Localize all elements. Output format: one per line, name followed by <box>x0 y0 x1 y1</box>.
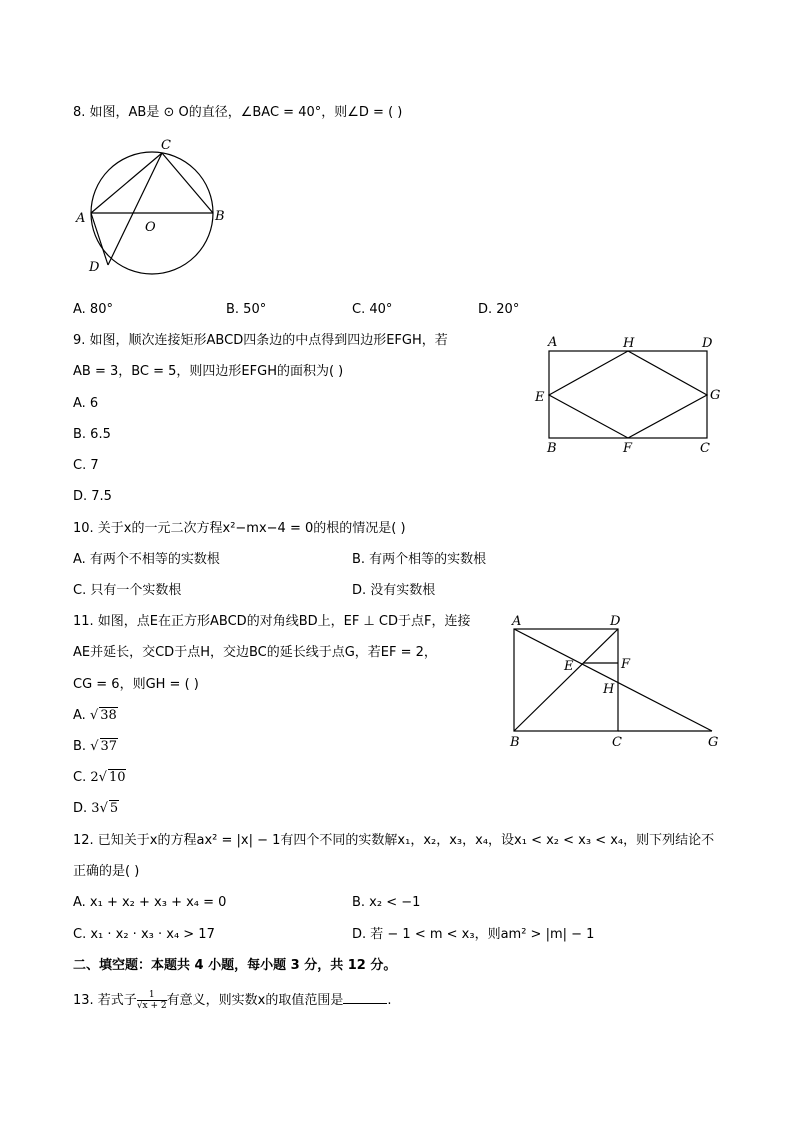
q12-option-d: D. 若 − 1 < m < x₃，则am² > |m| − 1 <box>352 927 595 942</box>
label-d: D <box>702 336 713 351</box>
q8-option-a: A. 80° <box>73 302 113 317</box>
q9-option-c: C. 7 <box>73 458 99 473</box>
label-a: A <box>76 211 86 226</box>
label-g: G <box>710 388 721 403</box>
label-o: O <box>145 220 156 235</box>
q11-stem-line2: AE并延长，交CD于点H，交边BC的延长线于点G，若EF = 2， <box>73 645 437 660</box>
q9-stem-line1: 9. 如图，顺次连接矩形ABCD四条边的中点得到四边形EFGH，若 <box>73 333 448 348</box>
section-heading: 二、填空题：本题共 4 小题，每小题 3 分，共 12 分。 <box>73 958 397 973</box>
label-d: D <box>610 614 621 629</box>
label-a: A <box>548 335 558 350</box>
q12-option-a: A. x₁ + x₂ + x₃ + x₄ = 0 <box>73 895 227 910</box>
q10-option-d: D. 没有实数根 <box>352 583 436 598</box>
q9-option-b: B. 6.5 <box>73 427 111 442</box>
q8-option-d: D. 20° <box>478 302 520 317</box>
label-b: B <box>547 441 557 456</box>
q13-suffix: 有意义，则实数x的取值范围是 <box>166 993 344 1008</box>
q12-option-c: C. x₁ · x₂ · x₃ · x₄ > 17 <box>73 927 215 942</box>
label-c: C <box>700 441 710 456</box>
label-e: E <box>535 390 545 405</box>
label-h: H <box>603 682 615 697</box>
q10-option-a: A. 有两个不相等的实数根 <box>73 552 220 567</box>
q8-stem: 8. 如图，AB是 ⊙ O的直径，∠BAC = 40°，则∠D = ( ) <box>73 105 403 120</box>
label-c: C <box>612 735 622 750</box>
q13-answer-blank[interactable] <box>343 991 387 1004</box>
label-d: D <box>89 260 100 275</box>
q12-stem-line2: 正确的是( ) <box>73 864 140 879</box>
q10-stem: 10. 关于x的一元二次方程x²−mx−4 = 0的根的情况是( ) <box>73 521 406 536</box>
q11-option-c: C. 2√ 10 <box>73 770 126 785</box>
label-c: C <box>161 138 171 153</box>
q12-stem-line1: 12. 已知关于x的方程ax² = |x| − 1有四个不同的实数解x₁，x₂，x₃，x₄，设x₁ < x₂ < x₃ < x₄，则下列结论不 <box>73 833 715 848</box>
q12-option-b: B. x₂ < −1 <box>352 895 421 910</box>
q11-option-a: A. √ 38 <box>73 708 117 723</box>
q10-option-b: B. 有两个相等的实数根 <box>352 552 487 567</box>
q13-stem: 13. 若式子 $\frac{1}{√x + 2}$ 有意义，则实数x的取值范围是 . <box>73 990 392 1011</box>
label-b: B <box>510 735 520 750</box>
q11-option-b: B. √ 37 <box>73 739 118 754</box>
q8-option-b: B. 50° <box>226 302 267 317</box>
label-b: B <box>215 209 225 224</box>
label-f: F <box>621 657 631 672</box>
q9-option-d: D. 7.5 <box>73 489 112 504</box>
segment-ag <box>514 629 712 731</box>
q11-stem-line1: 11. 如图，点E在正方形ABCD的对角线BD上，EF ⊥ CD于点F，连接 <box>73 614 471 629</box>
label-g: G <box>708 735 719 750</box>
q10-option-c: C. 只有一个实数根 <box>73 583 182 598</box>
q11-option-d: D. 3√ 5 <box>73 801 119 816</box>
label-e: E <box>564 659 574 674</box>
q13-prefix: 13. 若式子 <box>73 993 137 1008</box>
label-a: A <box>512 614 522 629</box>
q13-fraction: $\frac{1}{√x + 2}$ <box>136 990 167 1011</box>
label-h: H <box>623 336 635 351</box>
q9-stem-line2: AB = 3，BC = 5，则四边形EFGH的面积为( ) <box>73 364 344 379</box>
label-f: F <box>623 441 633 456</box>
q8-option-c: C. 40° <box>352 302 393 317</box>
q9-option-a: A. 6 <box>73 396 99 411</box>
diagonal-bd <box>514 629 618 731</box>
q11-stem-line3: CG = 6，则GH = ( ) <box>73 677 199 692</box>
